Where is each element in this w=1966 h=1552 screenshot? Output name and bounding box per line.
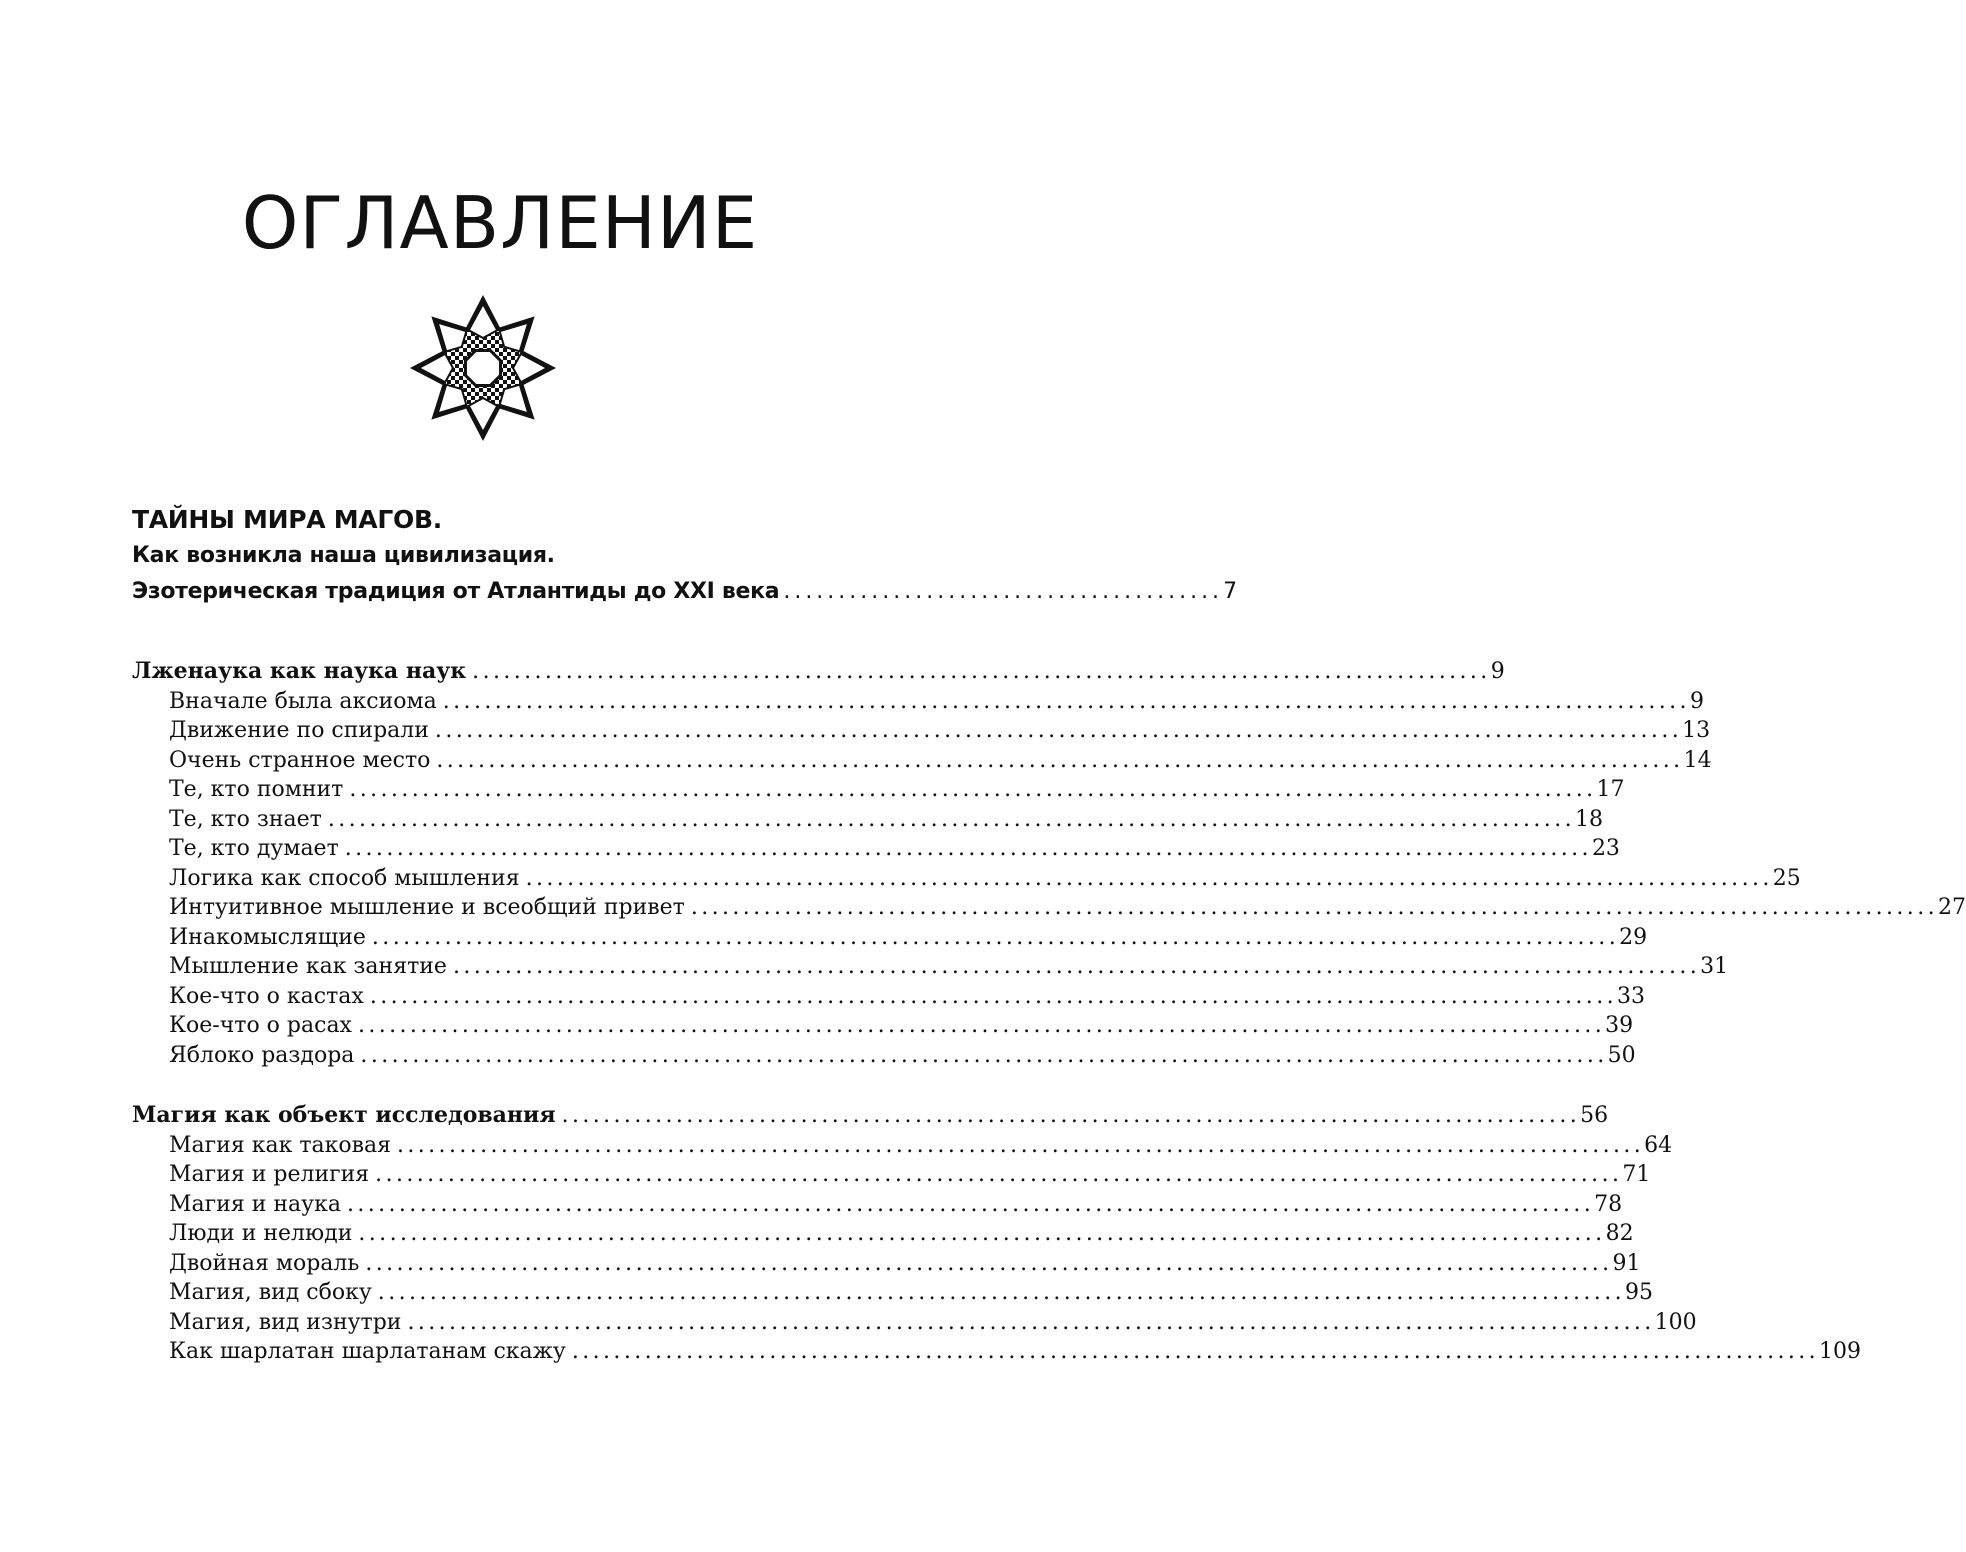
book-subtitle: Как возникла наша цивилизация.: [132, 543, 555, 568]
page-number: 9: [1490, 659, 1505, 684]
page-number: 100: [1654, 1309, 1697, 1335]
entry-title: Очень странное место: [169, 747, 431, 773]
dot-leader: ........................................................................................................................: [436, 747, 1684, 773]
page-number: 29: [1619, 924, 1648, 950]
book-heading: [132, 502, 1237, 610]
toc-entry[interactable]: [132, 746, 1712, 776]
toc-entry[interactable]: [132, 1278, 1653, 1308]
entry-title: Логика как способ мышления: [169, 865, 520, 891]
entry-title: Двойная мораль: [169, 1250, 360, 1276]
dot-leader: ........................................................................................................................: [344, 836, 1592, 861]
page-number: 64: [1644, 1132, 1673, 1158]
dot-leader: ........................................................................................................................: [358, 1221, 1606, 1246]
page-number: 13: [1682, 718, 1711, 743]
toc-entry[interactable]: [132, 1308, 1697, 1338]
dot-leader: ........................................................................................................................: [442, 688, 1690, 714]
page-number: 78: [1594, 1191, 1623, 1217]
toc-item-list: [132, 687, 1966, 1071]
entry-title: Те, кто помнит: [169, 777, 344, 802]
dot-leader: ........................................................................................................................: [377, 1280, 1625, 1305]
section-title: Лженаука как наука наук: [132, 658, 467, 684]
page-number: 7: [1223, 579, 1237, 604]
toc-entry[interactable]: [132, 716, 1711, 746]
toc-entry[interactable]: [132, 893, 1966, 923]
dot-leader: ........................................................................................................................: [375, 1162, 1623, 1187]
page-number: 91: [1612, 1250, 1641, 1276]
dot-leader: ........................................................................................................................: [396, 1132, 1645, 1158]
page-number: 71: [1622, 1162, 1651, 1187]
dot-leader: ........................................................................................................................: [365, 1250, 1613, 1276]
page-number: 27: [1938, 895, 1966, 920]
page-number: 31: [1700, 954, 1729, 979]
page-number: 25: [1772, 865, 1801, 891]
toc-entry[interactable]: [132, 864, 1801, 894]
book-subtitle-entry[interactable]: [132, 574, 1237, 610]
dot-leader: ........................................................................................................................: [690, 895, 1938, 920]
page-number: 82: [1605, 1221, 1634, 1246]
entry-title: Как шарлатан шарлатанам скажу: [169, 1339, 566, 1364]
page-number: 39: [1605, 1013, 1634, 1038]
section-title: Магия как объект исследования: [132, 1102, 556, 1128]
toc-entry[interactable]: [132, 805, 1603, 835]
dot-leader: ........................................................................................................................: [357, 1013, 1606, 1038]
entry-title: Вначале была аксиома: [169, 688, 437, 714]
page-number: 50: [1607, 1042, 1636, 1068]
dot-leader: ........................................................................................................................: [360, 1042, 1608, 1068]
toc-entry[interactable]: [132, 687, 1704, 717]
page-number: 95: [1624, 1280, 1653, 1305]
entry-title: Магия и наука: [169, 1191, 341, 1217]
entry-title: Магия, вид изнутри: [169, 1309, 402, 1335]
entry-title: Магия, вид сбоку: [169, 1280, 372, 1305]
dot-leader: ..................................................................................................: [561, 1103, 1581, 1128]
toc-entry[interactable]: [132, 952, 1729, 982]
entry-title: Те, кто думает: [169, 836, 339, 861]
page-number: 14: [1683, 747, 1712, 773]
toc-entry[interactable]: [132, 982, 1645, 1012]
dot-leader: ........................................................................................................................: [327, 806, 1575, 832]
dot-leader: ........................................................................................................................: [452, 954, 1701, 979]
page-number: 56: [1580, 1103, 1609, 1128]
toc-entry[interactable]: [132, 923, 1648, 953]
entry-title: Мышление как занятие: [169, 954, 447, 979]
dot-leader: ........................................................................................................................: [571, 1339, 1820, 1364]
toc-entry[interactable]: [132, 1190, 1623, 1220]
dot-leader: ........................................................................................................................: [407, 1309, 1655, 1335]
dot-leader: ........................................................................................................................: [346, 1191, 1595, 1217]
dot-leader: ........................................................................................................................: [525, 865, 1773, 891]
toc-entry[interactable]: [132, 834, 1620, 864]
dot-leader: ........................................................................................................................: [434, 718, 1683, 743]
toc-section-heading[interactable]: [132, 1101, 1609, 1131]
toc-section-heading[interactable]: [132, 657, 1505, 687]
entry-title: Кое-что о кастах: [169, 983, 364, 1009]
toc-entry[interactable]: [132, 1160, 1651, 1190]
dot-leader: ........................................................................................................................: [369, 983, 1617, 1009]
book-subtitle-label: Эзотерическая традиция от Атлантиды до XXI века: [132, 579, 780, 604]
page-number: 23: [1591, 836, 1620, 861]
page-title: ОГЛАВЛЕНИЕ: [241, 181, 759, 265]
entry-title: Интуитивное мышление и всеобщий привет: [169, 895, 685, 920]
page-number: 18: [1575, 806, 1603, 832]
dot-leader: ........................................................................................................................: [371, 924, 1620, 950]
toc-entry[interactable]: [132, 1131, 1673, 1161]
toc-entry[interactable]: [132, 775, 1625, 805]
page-number: 109: [1819, 1339, 1862, 1364]
entry-title: Люди и нелюди: [169, 1221, 353, 1246]
page-number: 33: [1617, 983, 1645, 1009]
page-number: 9: [1689, 688, 1704, 714]
toc-item-list: [132, 1131, 1862, 1367]
entry-title: Магия как таковая: [169, 1132, 391, 1158]
toc-section: [132, 657, 1966, 1070]
toc-entry[interactable]: [132, 1011, 1634, 1041]
entry-title: Яблоко раздора: [169, 1042, 355, 1068]
page-number: 17: [1596, 777, 1625, 802]
toc-entry[interactable]: [132, 1249, 1641, 1279]
book-title: ТАЙНЫ МИРА МАГОВ.: [132, 505, 442, 534]
dot-leader: ........................................................................................................................: [349, 777, 1597, 802]
dot-leader: ........................................: [783, 579, 1224, 604]
entry-title: Магия и религия: [169, 1162, 370, 1187]
entry-title: Движение по спирали: [169, 718, 429, 743]
entry-title: Инакомыслящие: [169, 924, 366, 950]
toc-entry[interactable]: [132, 1041, 1636, 1071]
entry-title: Те, кто знает: [169, 806, 322, 832]
toc-entry[interactable]: [132, 1219, 1634, 1249]
toc-entry[interactable]: [132, 1337, 1862, 1367]
eight-pointed-star-icon: [408, 294, 558, 442]
dot-leader: ..................................................................................................: [472, 659, 1491, 684]
entry-title: Кое-что о расах: [169, 1013, 352, 1038]
toc-section: [132, 1101, 1862, 1367]
